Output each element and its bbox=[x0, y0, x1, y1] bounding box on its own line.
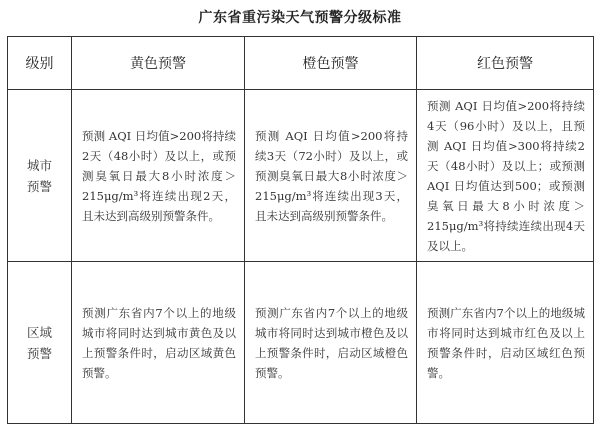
page-title: 广东省重污染天气预警分级标准 bbox=[198, 10, 402, 26]
cell-region-orange bbox=[245, 262, 417, 424]
cell-text: 预测广东省内7个以上的地级城市将同时达到城市黄色及以上预警条件时，启动区域黄色预警。 bbox=[82, 305, 236, 380]
table-header-row bbox=[8, 37, 594, 90]
header-yellow-warning: 黄色预警 bbox=[72, 37, 245, 90]
warning-level-table bbox=[7, 36, 594, 424]
row-label-line2: 预警 bbox=[26, 178, 52, 194]
cell-text: 预测 AQI 日均值>200将持续2天（48小时）及以上，或预测臭氧日最大8小时浓度＞215μg/m³将连续出现2天，且未达到高级别预警条件。 bbox=[82, 128, 236, 223]
cell-region-yellow bbox=[72, 262, 245, 424]
row-label-line1: 城市 bbox=[26, 157, 52, 173]
row-label-line1: 区域 bbox=[26, 324, 52, 340]
row-label-line2: 预警 bbox=[26, 345, 52, 361]
header-orange-warning: 橙色预警 bbox=[245, 37, 417, 90]
table-row-city-warning bbox=[8, 90, 594, 262]
cell-text: 预测广东省内7个以上的地级城市将同时达到城市红色及以上预警条件时，启动区域红色预警。 bbox=[427, 305, 585, 380]
cell-city-yellow bbox=[72, 90, 245, 262]
header-level: 级别 bbox=[8, 37, 72, 90]
cell-city-orange bbox=[245, 90, 417, 262]
cell-text: 预测 AQI 日均值>200将持续4天（96小时）及以上，且预测 AQI 日均值>300将持续2天（48小时）及以上；或预测 AQI 日均值达到500；或预测臭氧日最大8小时浓度＞215μg/m³将持续连续出现4天及以上。 bbox=[427, 98, 585, 253]
cell-text: 预测广东省内7个以上的地级城市将同时达到城市橙色及以上预警条件时，启动区域橙色预警。 bbox=[255, 305, 408, 380]
row-label-region-warning bbox=[8, 262, 72, 424]
cell-city-red bbox=[417, 90, 594, 262]
cell-text: 预测 AQI 日均值>200将持续3天（72小时）及以上，或预测臭氧日最大8小时浓度＞215μg/m³将连续出现3天，且未达到高级别预警条件。 bbox=[255, 128, 408, 223]
header-red-warning: 红色预警 bbox=[417, 37, 594, 90]
table-row-region-warning bbox=[8, 262, 594, 424]
row-label-city-warning bbox=[8, 90, 72, 262]
cell-region-red bbox=[417, 262, 594, 424]
